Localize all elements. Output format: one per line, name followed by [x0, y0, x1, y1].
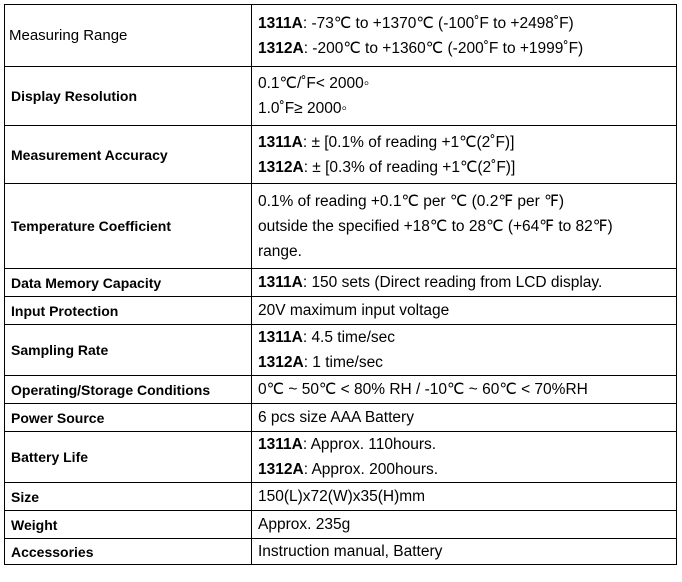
spec-value-text: : -200℃ to +1360℃ (-200˚F to +1999˚F): [303, 39, 584, 57]
spec-value: [252, 404, 677, 432]
spec-value-text: 6 pcs size AAA Battery: [258, 409, 414, 426]
spec-value: [252, 5, 677, 67]
spec-row: [5, 483, 677, 511]
model-number: 1311A: [258, 274, 303, 291]
spec-value: [252, 67, 677, 126]
spec-value-line: [258, 71, 670, 96]
spec-value-text: 1.0˚F≥ 2000◦: [258, 100, 347, 117]
spec-value: [252, 269, 677, 297]
spec-row: [5, 269, 677, 297]
spec-row: [5, 376, 677, 404]
spec-label: Operating/Storage Conditions: [5, 376, 252, 404]
spec-value-line: [258, 96, 670, 121]
spec-label: Measuring Range: [5, 5, 252, 67]
spec-value-text: 150(L)x72(W)x35(H)mm: [258, 488, 426, 505]
spec-value-line: [258, 457, 670, 482]
spec-value-text: : 1 time/sec: [303, 354, 383, 371]
spec-value-text: : Approx. 110hours.: [302, 436, 437, 453]
spec-row: [5, 5, 677, 67]
spec-value-line: [258, 298, 670, 323]
model-number: 1311A: [258, 133, 303, 151]
spec-value-line: [258, 155, 670, 180]
spec-value-text: outside the specified +18℃ to 28℃ (+64℉ to 82℉): [258, 217, 613, 235]
spec-value-line: [258, 214, 670, 239]
spec-value: [252, 376, 677, 404]
spec-value-text: 20V maximum input voltage: [258, 302, 450, 319]
spec-value-line: [258, 270, 670, 295]
spec-row: [5, 297, 677, 325]
spec-value: [252, 126, 677, 184]
spec-value-line: [258, 11, 670, 36]
spec-row: [5, 126, 677, 184]
spec-value: [252, 325, 677, 376]
model-number: 1312A: [258, 39, 304, 57]
spec-value-text: : ± [0.3% of reading +1℃(2˚F)]: [303, 158, 516, 176]
spec-label: Display Resolution: [5, 67, 252, 126]
spec-row: [5, 404, 677, 432]
spec-value-text: Approx. 235g: [258, 516, 351, 533]
spec-label: Weight: [5, 511, 252, 539]
spec-value-line: [258, 539, 670, 564]
model-number: 1312A: [258, 354, 304, 371]
spec-value: [252, 184, 677, 269]
spec-value-line: [258, 484, 670, 509]
spec-row: [5, 511, 677, 539]
model-number: 1311A: [258, 329, 303, 346]
model-number: 1312A: [258, 158, 304, 176]
model-number: 1311A: [258, 14, 303, 32]
spec-value-text: : ± [0.1% of reading +1℃(2˚F)]: [302, 133, 515, 151]
spec-label: Size: [5, 483, 252, 511]
spec-value-line: [258, 130, 670, 155]
spec-value-line: [258, 189, 670, 214]
spec-value-text: : Approx. 200hours.: [303, 461, 439, 478]
spec-value-line: [258, 325, 670, 350]
spec-label: Temperature Coefficient: [5, 184, 252, 269]
spec-value-text: Instruction manual, Battery: [258, 543, 443, 560]
spec-value-line: [258, 405, 670, 430]
spec-row: [5, 184, 677, 269]
model-number: 1312A: [258, 461, 304, 478]
spec-value-line: [258, 377, 670, 402]
spec-value: [252, 511, 677, 539]
spec-value: [252, 539, 677, 565]
spec-value-line: [258, 239, 670, 264]
spec-value: [252, 297, 677, 325]
specifications-table: [4, 4, 677, 565]
spec-value-text: : -73℃ to +1370℃ (-100˚F to +2498˚F): [302, 14, 574, 32]
spec-row: [5, 432, 677, 483]
spec-value-text: : 150 sets (Direct reading from LCD display.: [302, 274, 603, 291]
spec-label: Battery Life: [5, 432, 252, 483]
model-number: 1311A: [258, 436, 303, 453]
specifications-table-body: [5, 5, 677, 565]
spec-value-text: 0.1% of reading +0.1℃ per ℃ (0.2℉ per ℉): [258, 192, 565, 210]
spec-value-text: 0℃ ~ 50℃ < 80% RH / -10℃ ~ 60℃ < 70%RH: [258, 381, 588, 398]
spec-row: [5, 539, 677, 565]
spec-value: [252, 432, 677, 483]
spec-value-line: [258, 350, 670, 375]
spec-label: Accessories: [5, 539, 252, 565]
spec-value-line: [258, 512, 670, 537]
spec-label: Input Protection: [5, 297, 252, 325]
spec-value-text: : 4.5 time/sec: [302, 329, 396, 346]
spec-label: Power Source: [5, 404, 252, 432]
spec-value-text: range.: [258, 242, 302, 260]
spec-label: Measurement Accuracy: [5, 126, 252, 184]
spec-value: [252, 483, 677, 511]
spec-row: [5, 325, 677, 376]
spec-row: [5, 67, 677, 126]
spec-value-line: [258, 432, 670, 457]
spec-label: Sampling Rate: [5, 325, 252, 376]
spec-label: Data Memory Capacity: [5, 269, 252, 297]
spec-value-line: [258, 36, 670, 61]
spec-value-text: 0.1℃/˚F< 2000◦: [258, 75, 370, 92]
